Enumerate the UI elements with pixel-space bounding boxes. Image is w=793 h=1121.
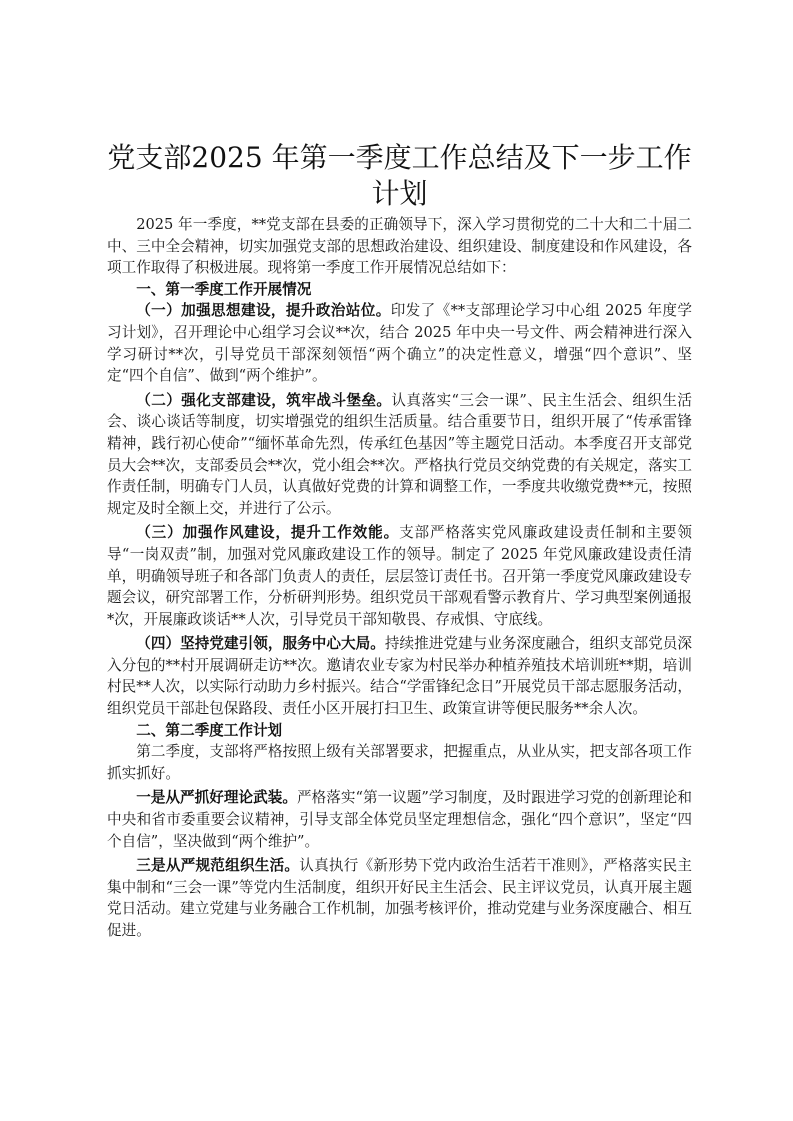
section-heading-1: 一、第一季度工作开展情况	[136, 280, 312, 298]
section-1-item-1	[107, 300, 692, 386]
item-lead: 一是从严抓好理论武装。	[136, 789, 297, 807]
item-body: 印发了《**支部理论学习中心组 2025 年度学习计划》，召开理论中心组学习会议**次，结合 2025 年中央一号文件、两会精神进行深入学习研讨**次，引导党员干部深刻领悟“两个确立”的决定性意义，增强“四个意识”、坚定“四个自信”、做到“两个维护”。	[107, 302, 692, 385]
intro-paragraph: 2025 年一季度，**党支部在县委的正确领导下，深入学习贯彻党的二十大和二十届二中、三中全会精神，切实加强党支部的思想政治建设、组织建设、制度建设和作风建设，各项工作取得了积极进展。现将第一季度工作开展情况总结如下：	[107, 216, 692, 277]
section-1-item-3	[107, 522, 692, 630]
section-2-item-2	[107, 855, 692, 941]
section-1-item-2	[107, 390, 692, 520]
item-body: 严格落实“第一议题”学习制度，及时跟进学习党的创新理论和中央和省市委重要会议精神，引导支部全体党员坚定理想信念，强化“四个意识”，坚定“四个自信”，坚决做到“两个维护”。	[107, 789, 692, 850]
item-body: 持续推进党建与业务深度融合，组织支部党员深入分包的**村开展调研走访**次。邀请农业专家为村民举办种植养殖技术培训班**期，培训村民**人次，以实际行动助力乡村振兴。结合“学雷锋纪念日”开展党员干部志愿服务活动，组织党员干部赴包保路段、责任小区开展打扫卫生、政策宣讲等便民服务**余人次。	[107, 635, 692, 718]
document-page	[107, 140, 692, 942]
item-lead: （一）加强思想建设，提升政治站位。	[136, 302, 391, 320]
section-2-item-1	[107, 787, 692, 852]
item-lead: （二）强化支部建设，筑牢战斗堡垒。	[136, 391, 392, 409]
item-body: 认真落实“三会一课”、民主生活会、组织生活会、谈心谈话等制度，切实增强党的组织生活质量。结合重要节日，组织开展了“传承雷锋精神，践行初心使命”“缅怀革命先烈，传承红色基因”等主题党日活动。本季度召开支部党员大会**次，支部委员会**次，党小组会**次。严格执行党员交纳党费的有关规定，落实工作责任制，明确专门人员，认真做好党费的计算和调整工作，一季度共收缴党费**元，按照规定及时全额上交，并进行了公示。	[107, 391, 692, 517]
item-lead: 三是从严规范组织生活。	[136, 857, 300, 875]
item-lead: （三）加强作风建设，提升工作效能。	[136, 524, 400, 542]
item-body: 认真执行《新形势下党内政治生活若干准则》，严格落实民主集中制和“三会一课”等党内生活制度，组织开好民主生活会、民主评议党员，认真开展主题党日活动。建立党建与业务融合工作机制，加强考核评价，推动党建与业务深度融合、相互促进。	[107, 857, 692, 939]
section-1-item-4	[107, 633, 692, 719]
section-2-intro: 第二季度，支部将严格按照上级有关部署要求，把握重点，从业从实，把支部各项工作抓实抓好。	[107, 743, 692, 782]
item-lead: （四）坚持党建引领，服务中心大局。	[136, 635, 385, 653]
document-title: 党支部2025 年第一季度工作总结及下一步工作计划	[107, 141, 692, 210]
item-body: 支部严格落实党风廉政建设责任制和主要领导“一岗双责”制，加强对党风廉政建设工作的领导。制定了 2025 年党风廉政建设责任清单，明确领导班子和各部门负责人的责任，层层签订责任书。召开第一季度党风廉政建设专题会议，研究部署工作，分析研判形势。组织党员干部观看警示教育片、学习典型案例通报*次，开展廉政谈话**人次，引导党员干部知敬畏、存戒惧、守底线。	[107, 524, 692, 628]
section-heading-2: 二、第二季度工作计划	[136, 721, 283, 739]
